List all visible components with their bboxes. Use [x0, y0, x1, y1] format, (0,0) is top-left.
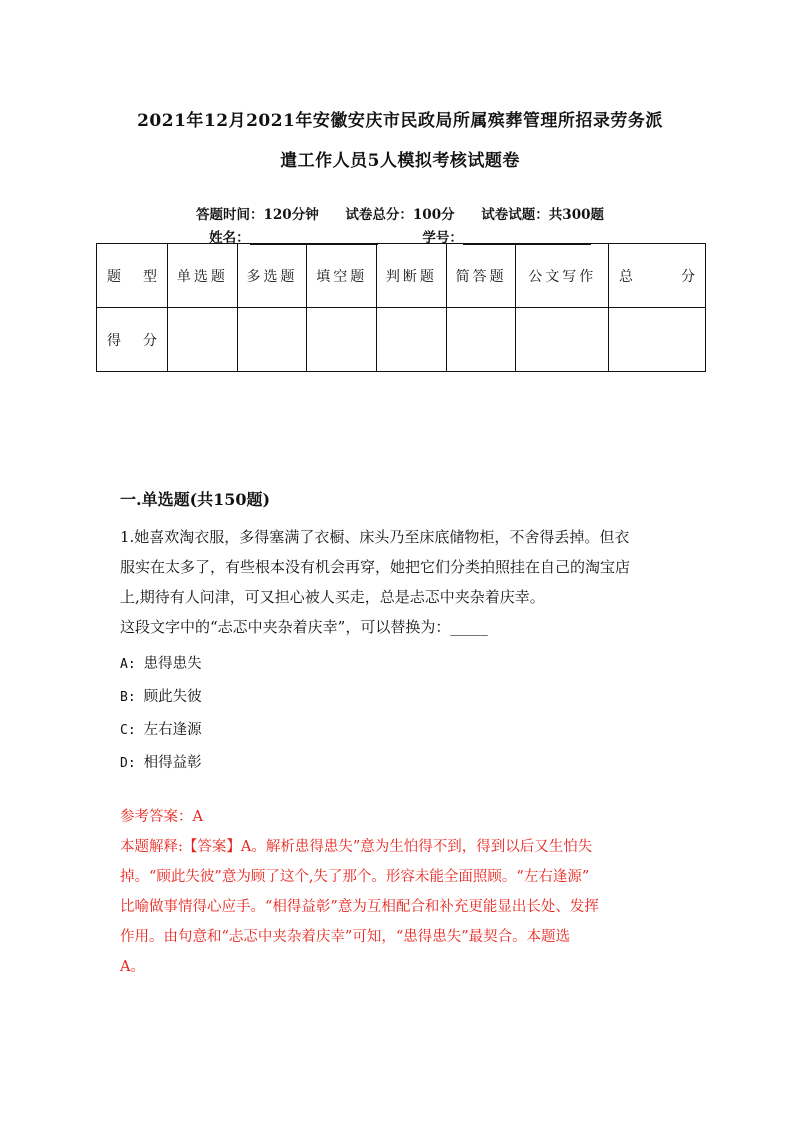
header-total: 总 分 — [609, 244, 706, 308]
explanation-line: 作用。由句意和“忐忑中夹杂着庆幸”可知，“患得患失”最契合。本题选 — [120, 929, 571, 945]
option-a[interactable]: A: 患得患失 — [120, 656, 202, 672]
exam-question-count: 试卷试题：共300题 — [481, 207, 604, 223]
question-type-label: 题 型 — [97, 244, 168, 308]
explanation-line: 本题解释:【答案】A。解析患得患失”意为生怕得不到，得到以后又生怕失 — [120, 839, 593, 855]
score-cell-official-writing[interactable] — [516, 308, 609, 372]
answer-options — [120, 648, 202, 780]
question-stem — [120, 522, 680, 642]
exam-time: 答题时间：120分钟 — [196, 207, 319, 223]
score-table-score-row — [97, 308, 706, 372]
answer-explanation — [120, 802, 680, 982]
header-fill-blank: 填空题 — [307, 244, 377, 308]
student-id-label: 学号： — [422, 230, 463, 246]
header-multiple-choice: 多选题 — [237, 244, 307, 308]
header-single-choice: 单选题 — [168, 244, 238, 308]
question-stem-line: 服实在太多了，有些根本没有机会再穿，她把它们分类拍照挂在自己的淘宝店 — [120, 558, 631, 576]
name-label: 姓名： — [209, 230, 250, 246]
header-official-writing: 公文写作 — [516, 244, 609, 308]
explanation-line: 掉。“顾此失彼”意为顾了这个,失了那个。形容未能全面照顾。“左右逢源” — [120, 869, 590, 885]
section-heading: 一.单选题(共150题) — [120, 490, 271, 509]
score-cell-true-false[interactable] — [377, 308, 447, 372]
question-stem-line: 上,期待有人问津，可又担心被人买走，总是忐忑中夹杂着庆幸。 — [120, 588, 545, 606]
option-b[interactable]: B: 顾此失彼 — [120, 689, 202, 705]
explanation-line: 比喻做事情得心应手。“相得益彰”意为互相配合和补充更能显出长处、发挥 — [120, 899, 599, 915]
score-cell-fill-blank[interactable] — [307, 308, 377, 372]
reference-answer: 参考答案：A — [120, 809, 203, 825]
explanation-line: A。 — [120, 959, 145, 975]
header-short-answer: 简答题 — [446, 244, 516, 308]
exam-total-score: 试卷总分：100分 — [345, 207, 455, 223]
score-cell-total[interactable] — [609, 308, 706, 372]
score-cell-multiple-choice[interactable] — [237, 308, 307, 372]
score-cell-single-choice[interactable] — [168, 308, 238, 372]
score-cell-short-answer[interactable] — [446, 308, 516, 372]
score-label: 得 分 — [97, 308, 168, 372]
exam-info-row — [60, 203, 740, 223]
score-table-header-row — [97, 244, 706, 308]
option-d[interactable]: D: 相得益彰 — [120, 755, 202, 771]
question-prompt: 这段文字中的“忐忑中夹杂着庆幸”，可以替换为：_____ — [120, 618, 488, 636]
header-true-false: 判断题 — [377, 244, 447, 308]
document-title-line-1: 2021年12月2021年安徽安庆市民政局所属殡葬管理所招录劳务派 — [137, 111, 663, 131]
score-table — [96, 243, 706, 372]
document-title-line-2: 遣工作人员5人模拟考核试题卷 — [280, 151, 520, 171]
option-c[interactable]: C: 左右逢源 — [120, 722, 202, 738]
question-stem-line: 1.她喜欢淘衣服，多得塞满了衣橱、床头乃至床底储物柜，不舍得丢掉。但衣 — [120, 528, 630, 546]
